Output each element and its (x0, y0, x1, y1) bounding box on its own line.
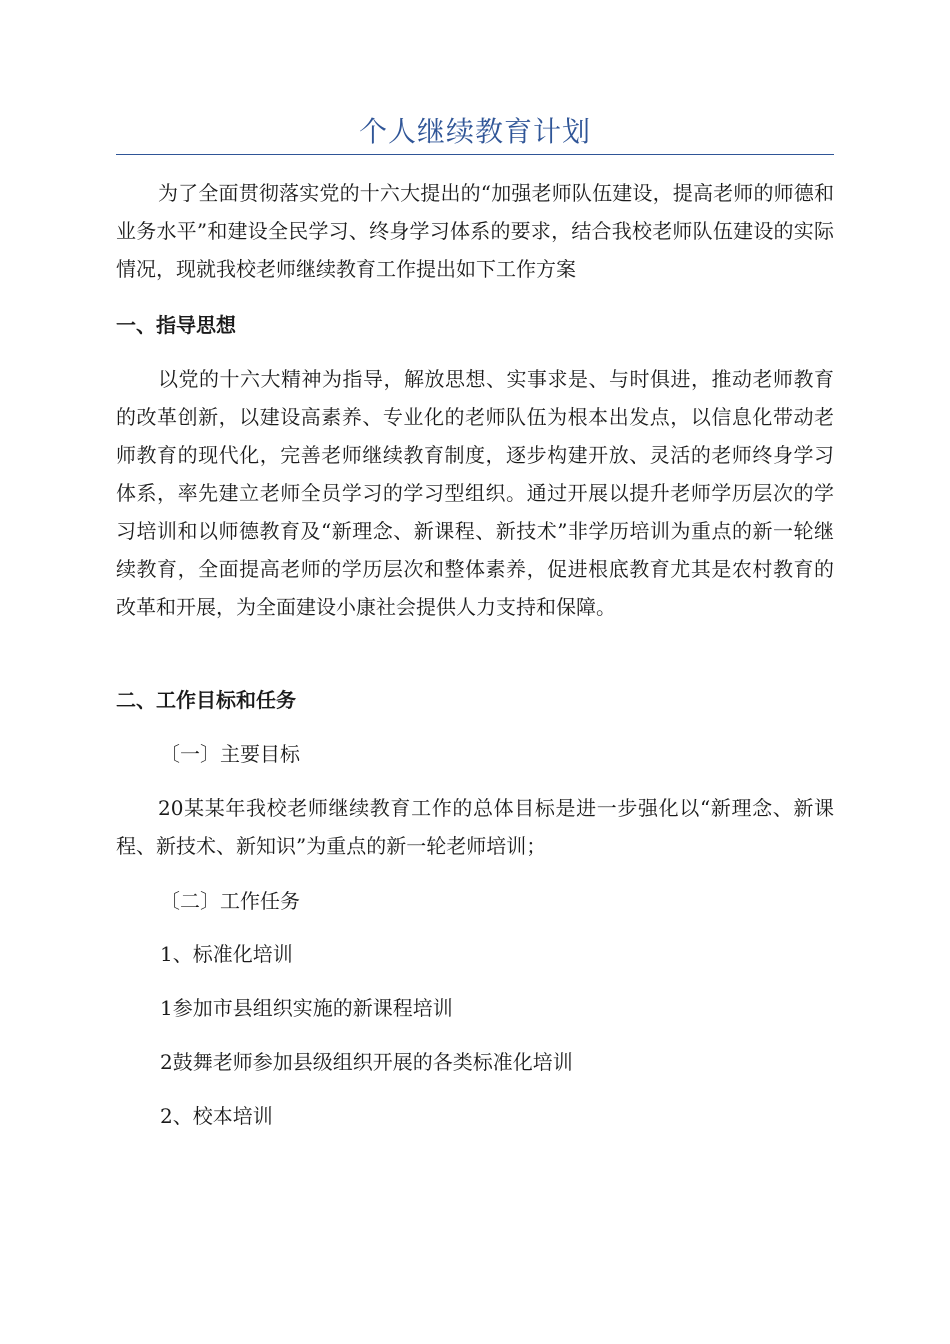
main-goals-body: 20某某年我校老师继续教育工作的总体目标是进一步强化以“新理念、新课程、新技术、新知识”为重点的新一轮老师培训； (116, 796, 834, 858)
document-title: 个人继续教育计划 (358, 115, 591, 148)
task-item: 2、校本培训 (160, 1104, 273, 1128)
intro-paragraph: 为了全面贯彻落实党的十六大提出的“加强老师队伍建设，提高老师的师德和业务水平”和建设全民学习、终身学习体系的要求，结合我校老师队伍建设的实际情况，现就我校老师继续教育工作提出如下工作方案 (116, 181, 834, 281)
subheading-work-tasks: 〔二〕工作任务 (160, 889, 300, 913)
title-underline (116, 154, 834, 155)
section-body-guiding-ideology: 以党的十六大精神为指导，解放思想、实事求是、与时俱进，推动老师教育的改革创新，以建设高素养、专业化的老师队伍为根本出发点，以信息化带动老师教育的现代化，完善老师继续教育制度，逐步构建开放、灵活的老师终身学习体系，率先建立老师全员学习的学习型组织。通过开展以提升老师学历层次的学习培训和以师德教育及“新理念、新课程、新技术”非学历培训为重点的新一轮继续教育，全面提高老师的学历层次和整体素养，促进根底教育尤其是农村教育的改革和开展，为全面建设小康社会提供人力支持和保障。 (116, 367, 834, 619)
task-item: 2鼓舞老师参加县级组织开展的各类标准化培训 (160, 1050, 573, 1074)
task-item: 1、标准化培训 (160, 942, 293, 966)
section-heading-goals-tasks: 二、工作目标和任务 (116, 688, 296, 712)
section-heading-guiding-ideology: 一、指导思想 (116, 313, 236, 337)
subheading-main-goals: 〔一〕主要目标 (160, 742, 300, 766)
task-item: 1参加市县组织实施的新课程培训 (160, 996, 453, 1020)
